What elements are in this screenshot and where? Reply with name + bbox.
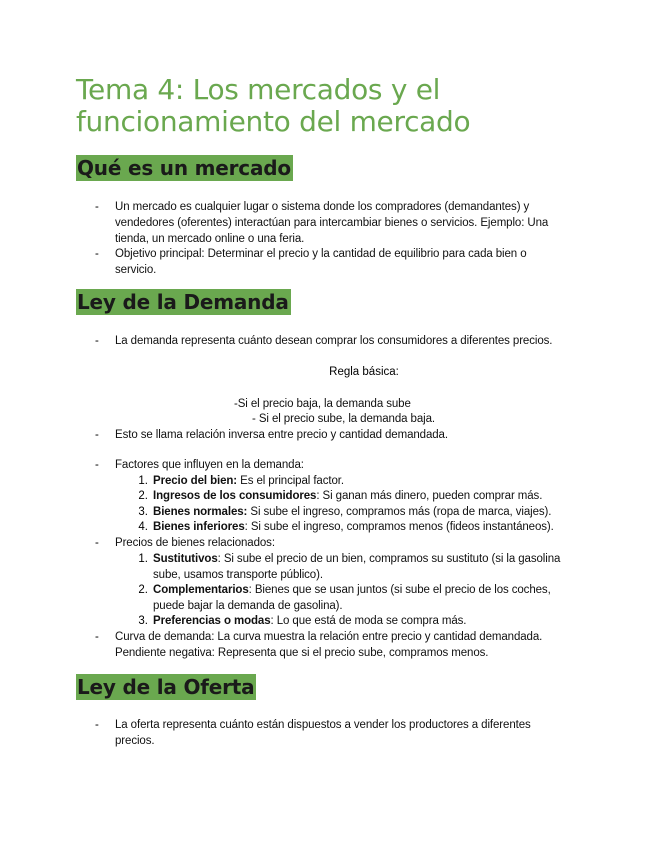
list-item — [153, 519, 593, 535]
bullet-marker: - — [95, 201, 99, 213]
list-item: Precios de bienes relacionados: — [115, 537, 275, 549]
list-number: 3. — [138, 506, 148, 518]
section-heading-mercado: Qué es un mercado — [77, 156, 291, 180]
definition: : Lo que está de moda se compra más. — [270, 615, 467, 627]
definition: : Si sube el precio de un bien, compramos su sustituto (si la gasolina sube, usamos transporte público). — [153, 553, 561, 581]
list-item: Curva de demanda: La curva muestra la relación entre precio y cantidad demandada. — [115, 631, 543, 643]
bullet-marker: - — [95, 429, 99, 441]
list-item — [153, 488, 593, 504]
list-item: La demanda representa cuánto desean comprar los consumidores a diferentes precios. — [115, 335, 553, 347]
rule-title: Regla básica: — [329, 366, 399, 378]
list-item: Objetivo principal: Determinar el precio y la cantidad de equilibrio para cada bien o servicio. — [115, 248, 527, 276]
term: Complementarios — [153, 584, 249, 596]
definition: Es el principal factor. — [237, 475, 344, 487]
list-item — [153, 582, 575, 614]
term: Ingresos de los consumidores — [153, 490, 317, 502]
definition: : Bienes que se usan juntos (si sube el precio de los coches, puede bajar la demanda de gasolina). — [153, 584, 551, 612]
bullet-marker: - — [95, 537, 99, 549]
term: Preferencias o modas — [153, 615, 271, 627]
bullet-marker: - — [95, 459, 99, 471]
list-item-continuation: Pendiente negativa: Representa que si el precio sube, compramos menos. — [115, 647, 489, 659]
section-heading-oferta: Ley de la Oferta — [77, 675, 255, 699]
term: Bienes normales: — [153, 506, 248, 518]
section-heading-demanda: Ley de la Demanda — [77, 290, 289, 314]
bullet-marker: - — [95, 248, 99, 260]
list-number: 1. — [138, 475, 148, 487]
list-item — [153, 473, 593, 489]
list-item — [153, 613, 575, 629]
bullet-marker: - — [95, 631, 99, 643]
definition: : Si ganan más dinero, pueden comprar más. — [316, 490, 543, 502]
rule-line: - Si el precio sube, la demanda baja. — [252, 413, 435, 425]
page-title: Tema 4: Los mercados y el funcionamiento del mercado — [76, 73, 471, 138]
list-number: 3. — [138, 615, 148, 627]
definition: : Si sube el ingreso, compramos menos (fideos instantáneos). — [244, 521, 554, 533]
list-number: 2. — [138, 490, 148, 502]
bullet-marker: - — [95, 335, 99, 347]
term: Bienes inferiores — [153, 521, 245, 533]
list-item: La oferta representa cuánto están dispuestos a vender los productores a diferentes precios. — [115, 719, 531, 747]
list-item: Factores que influyen en la demanda: — [115, 459, 304, 471]
bullet-marker: - — [95, 719, 99, 731]
list-item: Esto se llama relación inversa entre precio y cantidad demandada. — [115, 429, 448, 441]
list-item: Un mercado es cualquier lugar o sistema donde los compradores (demandantes) y vendedores (oferentes) interactúan para intercambiar bienes o servicios. Ejemplo: Una tienda, un mercado online o una feria. — [115, 201, 549, 245]
term: Sustitutivos — [153, 553, 218, 565]
rule-line: -Si el precio baja, la demanda sube — [234, 398, 411, 410]
list-number: 4. — [138, 521, 148, 533]
definition: Si sube el ingreso, compramos más (ropa de marca, viajes). — [247, 506, 552, 518]
list-number: 1. — [138, 553, 148, 565]
list-item — [153, 504, 593, 520]
term: Precio del bien: — [153, 475, 238, 487]
list-number: 2. — [138, 584, 148, 596]
list-item — [153, 551, 565, 583]
